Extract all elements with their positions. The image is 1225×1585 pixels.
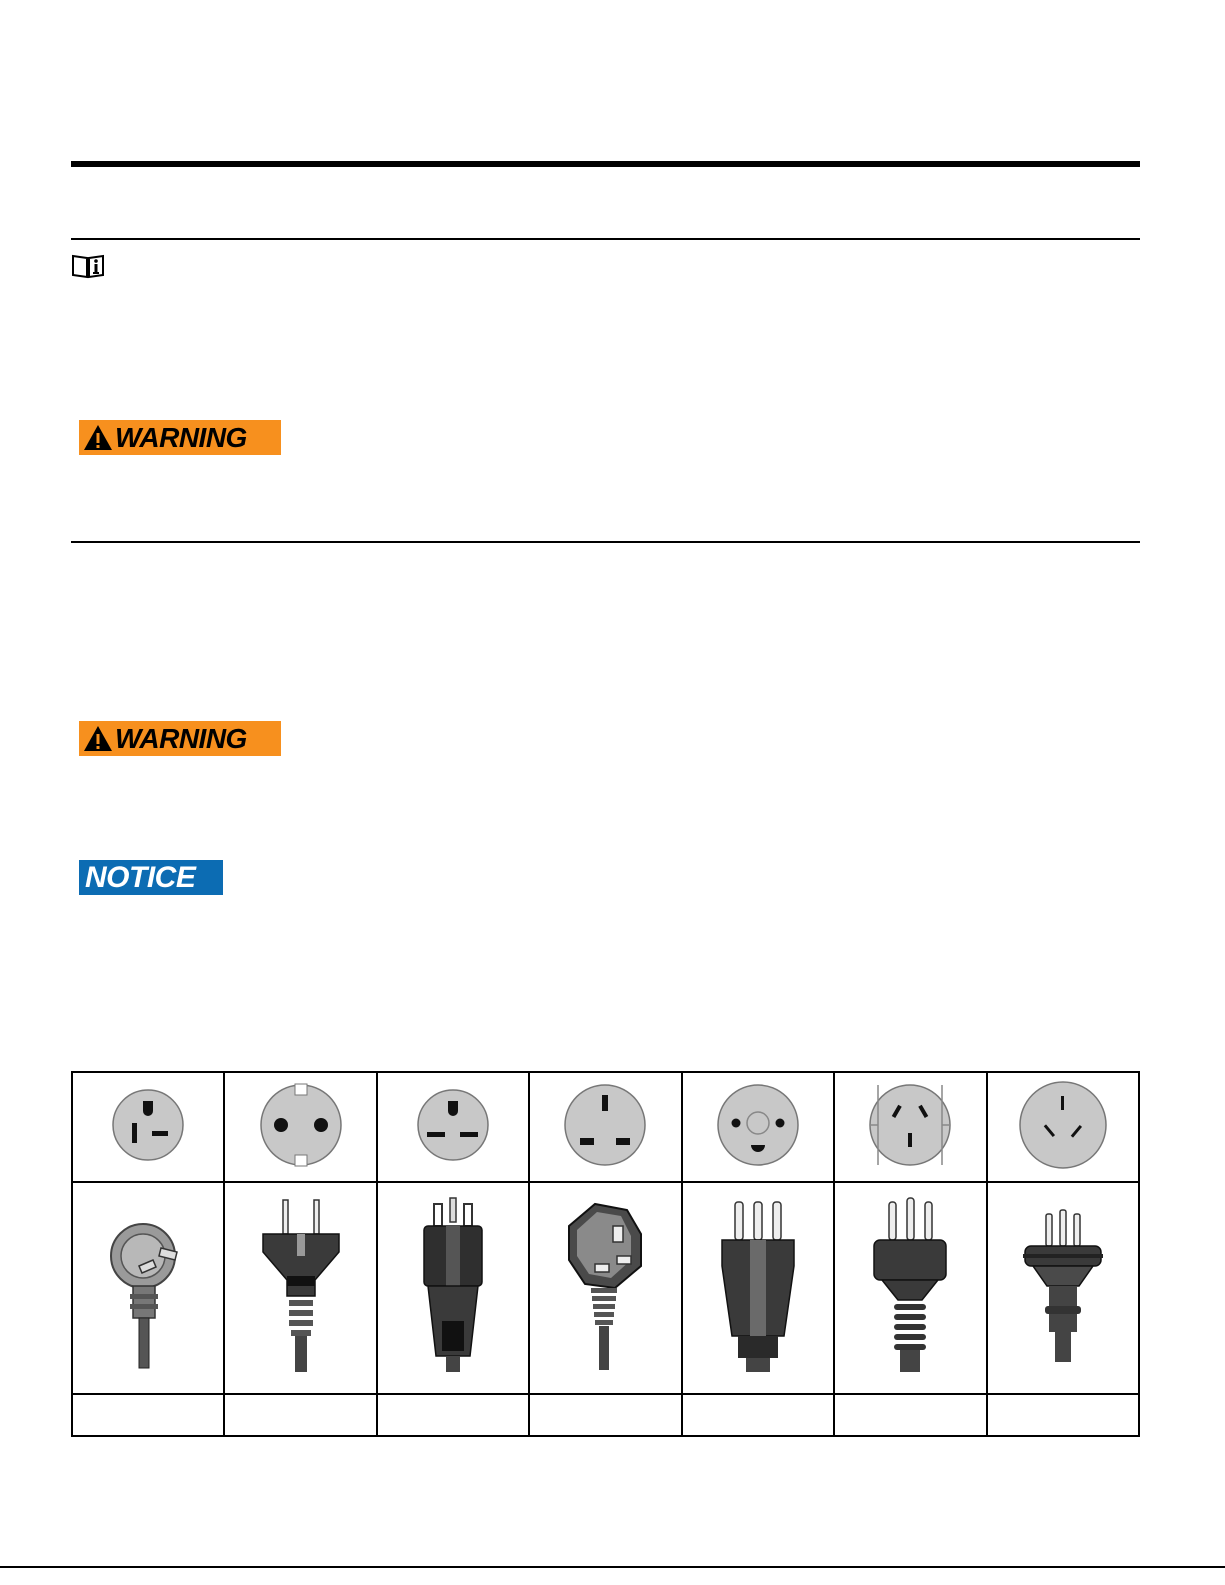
warning-label [79, 420, 281, 455]
nema-5-15-socket-icon [110, 1087, 186, 1163]
italy-plug-icon [708, 1196, 808, 1376]
warning-triangle-icon [83, 725, 113, 752]
plug-label [377, 1394, 529, 1436]
socket-cell [834, 1072, 986, 1182]
socket-cell [987, 1072, 1139, 1182]
bs1363-plug-icon [555, 1196, 655, 1376]
bs1363-socket-icon [563, 1083, 647, 1167]
warning-triangle-icon [83, 424, 113, 451]
plug-cell [224, 1182, 376, 1394]
china-plug-icon [1013, 1196, 1113, 1376]
plug-cell [377, 1182, 529, 1394]
plug-label [987, 1394, 1139, 1436]
plug-cell [529, 1182, 681, 1394]
socket-cell [529, 1072, 681, 1182]
plug-label [529, 1394, 681, 1436]
plug-cell [682, 1182, 834, 1394]
plug-type-table [71, 1071, 1140, 1437]
nema-6-15-plug-icon [408, 1196, 498, 1376]
notice-text: NOTICE [85, 860, 196, 894]
italy-socket-icon [716, 1083, 800, 1167]
manual-info-icon [71, 253, 105, 279]
socket-cell [377, 1072, 529, 1182]
plug-cell [72, 1182, 224, 1394]
israel-socket-icon [868, 1083, 952, 1167]
socket-cell [72, 1072, 224, 1182]
warning-text: WARNING [115, 421, 247, 453]
plug-cell [834, 1182, 986, 1394]
section-rule [71, 541, 1140, 543]
label-row [72, 1394, 1139, 1436]
warning-text: WARNING [115, 722, 247, 754]
page-bottom-rule [0, 1566, 1225, 1568]
china-socket-icon [1018, 1080, 1108, 1170]
socket-cell [224, 1072, 376, 1182]
plug-label [682, 1394, 834, 1436]
plug-cell [987, 1182, 1139, 1394]
schuko-plug-icon [251, 1196, 351, 1376]
warning-label [79, 721, 281, 756]
socket-row [72, 1072, 1139, 1182]
section-rule [71, 238, 1140, 240]
nema-6-15-socket-icon [415, 1087, 491, 1163]
schuko-socket-icon [259, 1083, 343, 1167]
socket-cell [682, 1072, 834, 1182]
top-rule [71, 161, 1140, 167]
plug-label [72, 1394, 224, 1436]
plug-label [224, 1394, 376, 1436]
notice-label [79, 860, 223, 895]
nema-5-15-plug-icon [103, 1196, 193, 1376]
israel-plug-icon [860, 1196, 960, 1376]
plug-label [834, 1394, 986, 1436]
plug-row [72, 1182, 1139, 1394]
